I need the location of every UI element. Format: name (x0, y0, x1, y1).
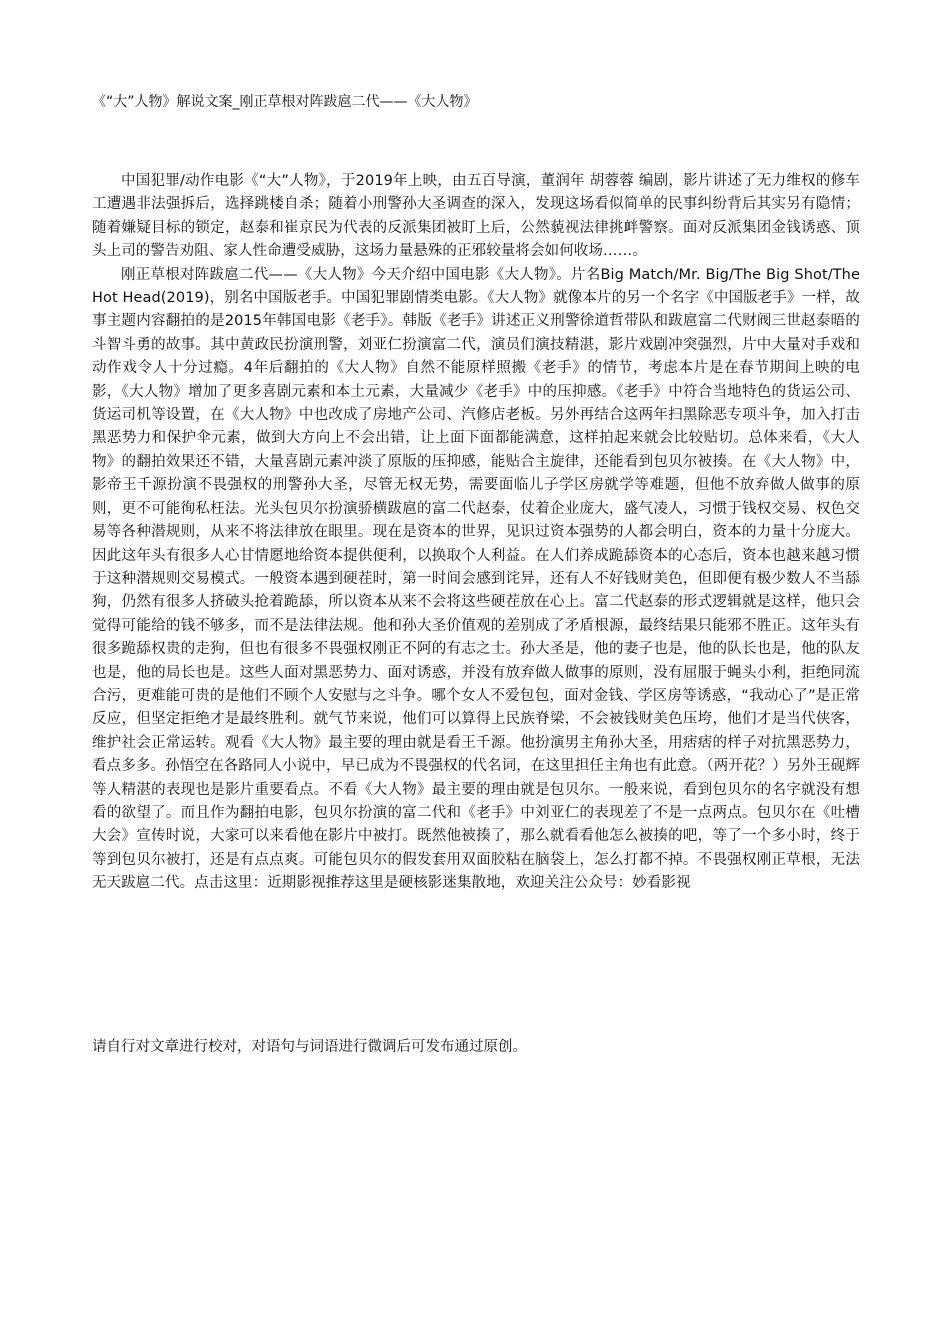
paragraph-review: 刚正草根对阵跋扈二代——《大人物》今天介绍中国电影《大人物》。片名Big Match/Mr. Big/The Big Shot/The Hot Head(2019)，别名中国版老手。中国犯罪剧情类电影。《大人物》就像本片的另一个名字《中国版老手》一样，故事主题内容翻拍的是2015年韩国电影《老手》。韩版《老手》讲述正义刑警徐道哲带队和跋扈富二代财阀三世赵泰晤的斗智斗勇的故事。其中黄政民扮演刑警，刘亚仁扮演富二代，演员们演技精湛，影片戏剧冲突强烈，片中大量对手戏和动作戏令人十分过瘾。4年后翻拍的《大人物》自然不能原样照搬《老手》的情节，考虑本片是在春节期间上映的电影，《大人物》增加了更多喜剧元素和本土元素，大量减少《老手》中的压抑感。《老手》中符合当地特色的货运公司、货运司机等设置，在《大人物》中也改成了房地产公司、汽修店老板。另外再结合这两年扫黑除恶专项斗争，加入打击黑恶势力和保护伞元素，做到大方向上不会出错，让上面下面都能满意，这样拍起来就会比较贴切。总体来看，《大人物》的翻拍效果还不错，大量喜剧元素冲淡了原版的压抑感，能贴合主旋律，还能看到包贝尔被揍。在《大人物》中，影帝王千源扮演不畏强权的刑警孙大圣，尽管无权无势，需要面临儿子学区房就学等难题，但他不放弃做人做事的原则，更不可能徇私枉法。光头包贝尔扮演骄横跋扈的富二代赵泰，仗着企业庞大，盛气凌人，习惯于钱权交易、权色交易等各种潜规则，从来不将法律放在眼里。现在是资本的世界，见识过资本强势的人都会明白，资本的力量十分庞大。因此这年头有很多人心甘情愿地给资本提供便利，以换取个人利益。在人们养成跪舔资本的心态后，资本也越来越习惯于这种潜规则交易模式。一般资本遇到硬茬时，第一时间会感到诧异，还有人不好钱财美色，但即便有极少数人不当舔狗，仍然有很多人挤破头抢着跪舔，所以资本从来不会将这些硬茬放在心上。富二代赵泰的形式逻辑就是这样，他只会觉得可能给的钱不够多，而不是法律法规。他和孙大圣价值观的差别成了矛盾根源，最终结果只能邪不胜正。这年头有很多跪舔权贵的走狗，但也有很多不畏强权刚正不阿的有志之士。孙大圣是，他的妻子也是，他的队长也是，他的队友也是，他的局长也是。这些人面对黑恶势力、面对诱惑，并没有放弃做人做事的原则，没有屈服于蝇头小利，拒绝同流合污，更难能可贵的是他们不顾个人安慰与之斗争。哪个女人不爱包包，面对金钱、学区房等诱惑，“我动心了”是正常反应，但坚定拒绝才是最终胜利。就气节来说，他们可以算得上民族脊梁，不会被钱财美色压垮，他们才是当代侠客，维护社会正常运转。观看《大人物》最主要的理由就是看王千源。他扮演男主角孙大圣，用痞痞的样子对抗黑恶势力，看点多多。孙悟空在各路同人小说中，早已成为不畏强权的代名词，在这里担任主角也有此意。（两开花？）另外王砚辉等人精湛的表现也是影片重要看点。不看《大人物》最主要的理由就是包贝尔。一般来说，看到包贝尔的名字就没有想看的欲望了。而且作为翻拍电影，包贝尔扮演的富二代和《老手》中刘亚仁的表现差了不是一点两点。包贝尔在《吐槽大会》宣传时说，大家可以来看他在影片中被打。既然他被揍了，那么就看看他怎么被揍的吧，等了一个多小时，终于等到包贝尔被打，还是有点点爽。可能包贝尔的假发套用双面胶粘在脑袋上，怎么打都不掉。不畏强权刚正草根，无法无天跋扈二代。点击这里：近期影视推荐这里是硬核影迷集散地，欢迎关注公众号：妙看影视 (92, 266, 860, 892)
proofreading-note: 请自行对文章进行校对，对语句与词语进行微调后可发布通过原创。 (92, 1039, 527, 1055)
paragraph-synopsis: 中国犯罪/动作电影《“大”人物》，于2019年上映，由五百导演，董润年 胡蓉蓉 编剧，影片讲述了无力维权的修车工遭遇非法强拆后，选择跳楼自杀；随着小刑警孙大圣调查的深入，发现这场看似简单的民事纠纷背后其实另有隐情；随着嫌疑目标的锁定，赵泰和崔京民为代表的反派集团被盯上后，公然藐视法律挑衅警察。面对反派集团金钱诱惑、顶头上司的警告劝阻、家人性命遭受威胁，这场力量悬殊的正邪较量将会如何收场……。 (92, 173, 860, 260)
article-body (92, 170, 860, 896)
document-title: 《“大”人物》解说文案_刚正草根对阵跋扈二代——《大人物》 (92, 94, 478, 110)
